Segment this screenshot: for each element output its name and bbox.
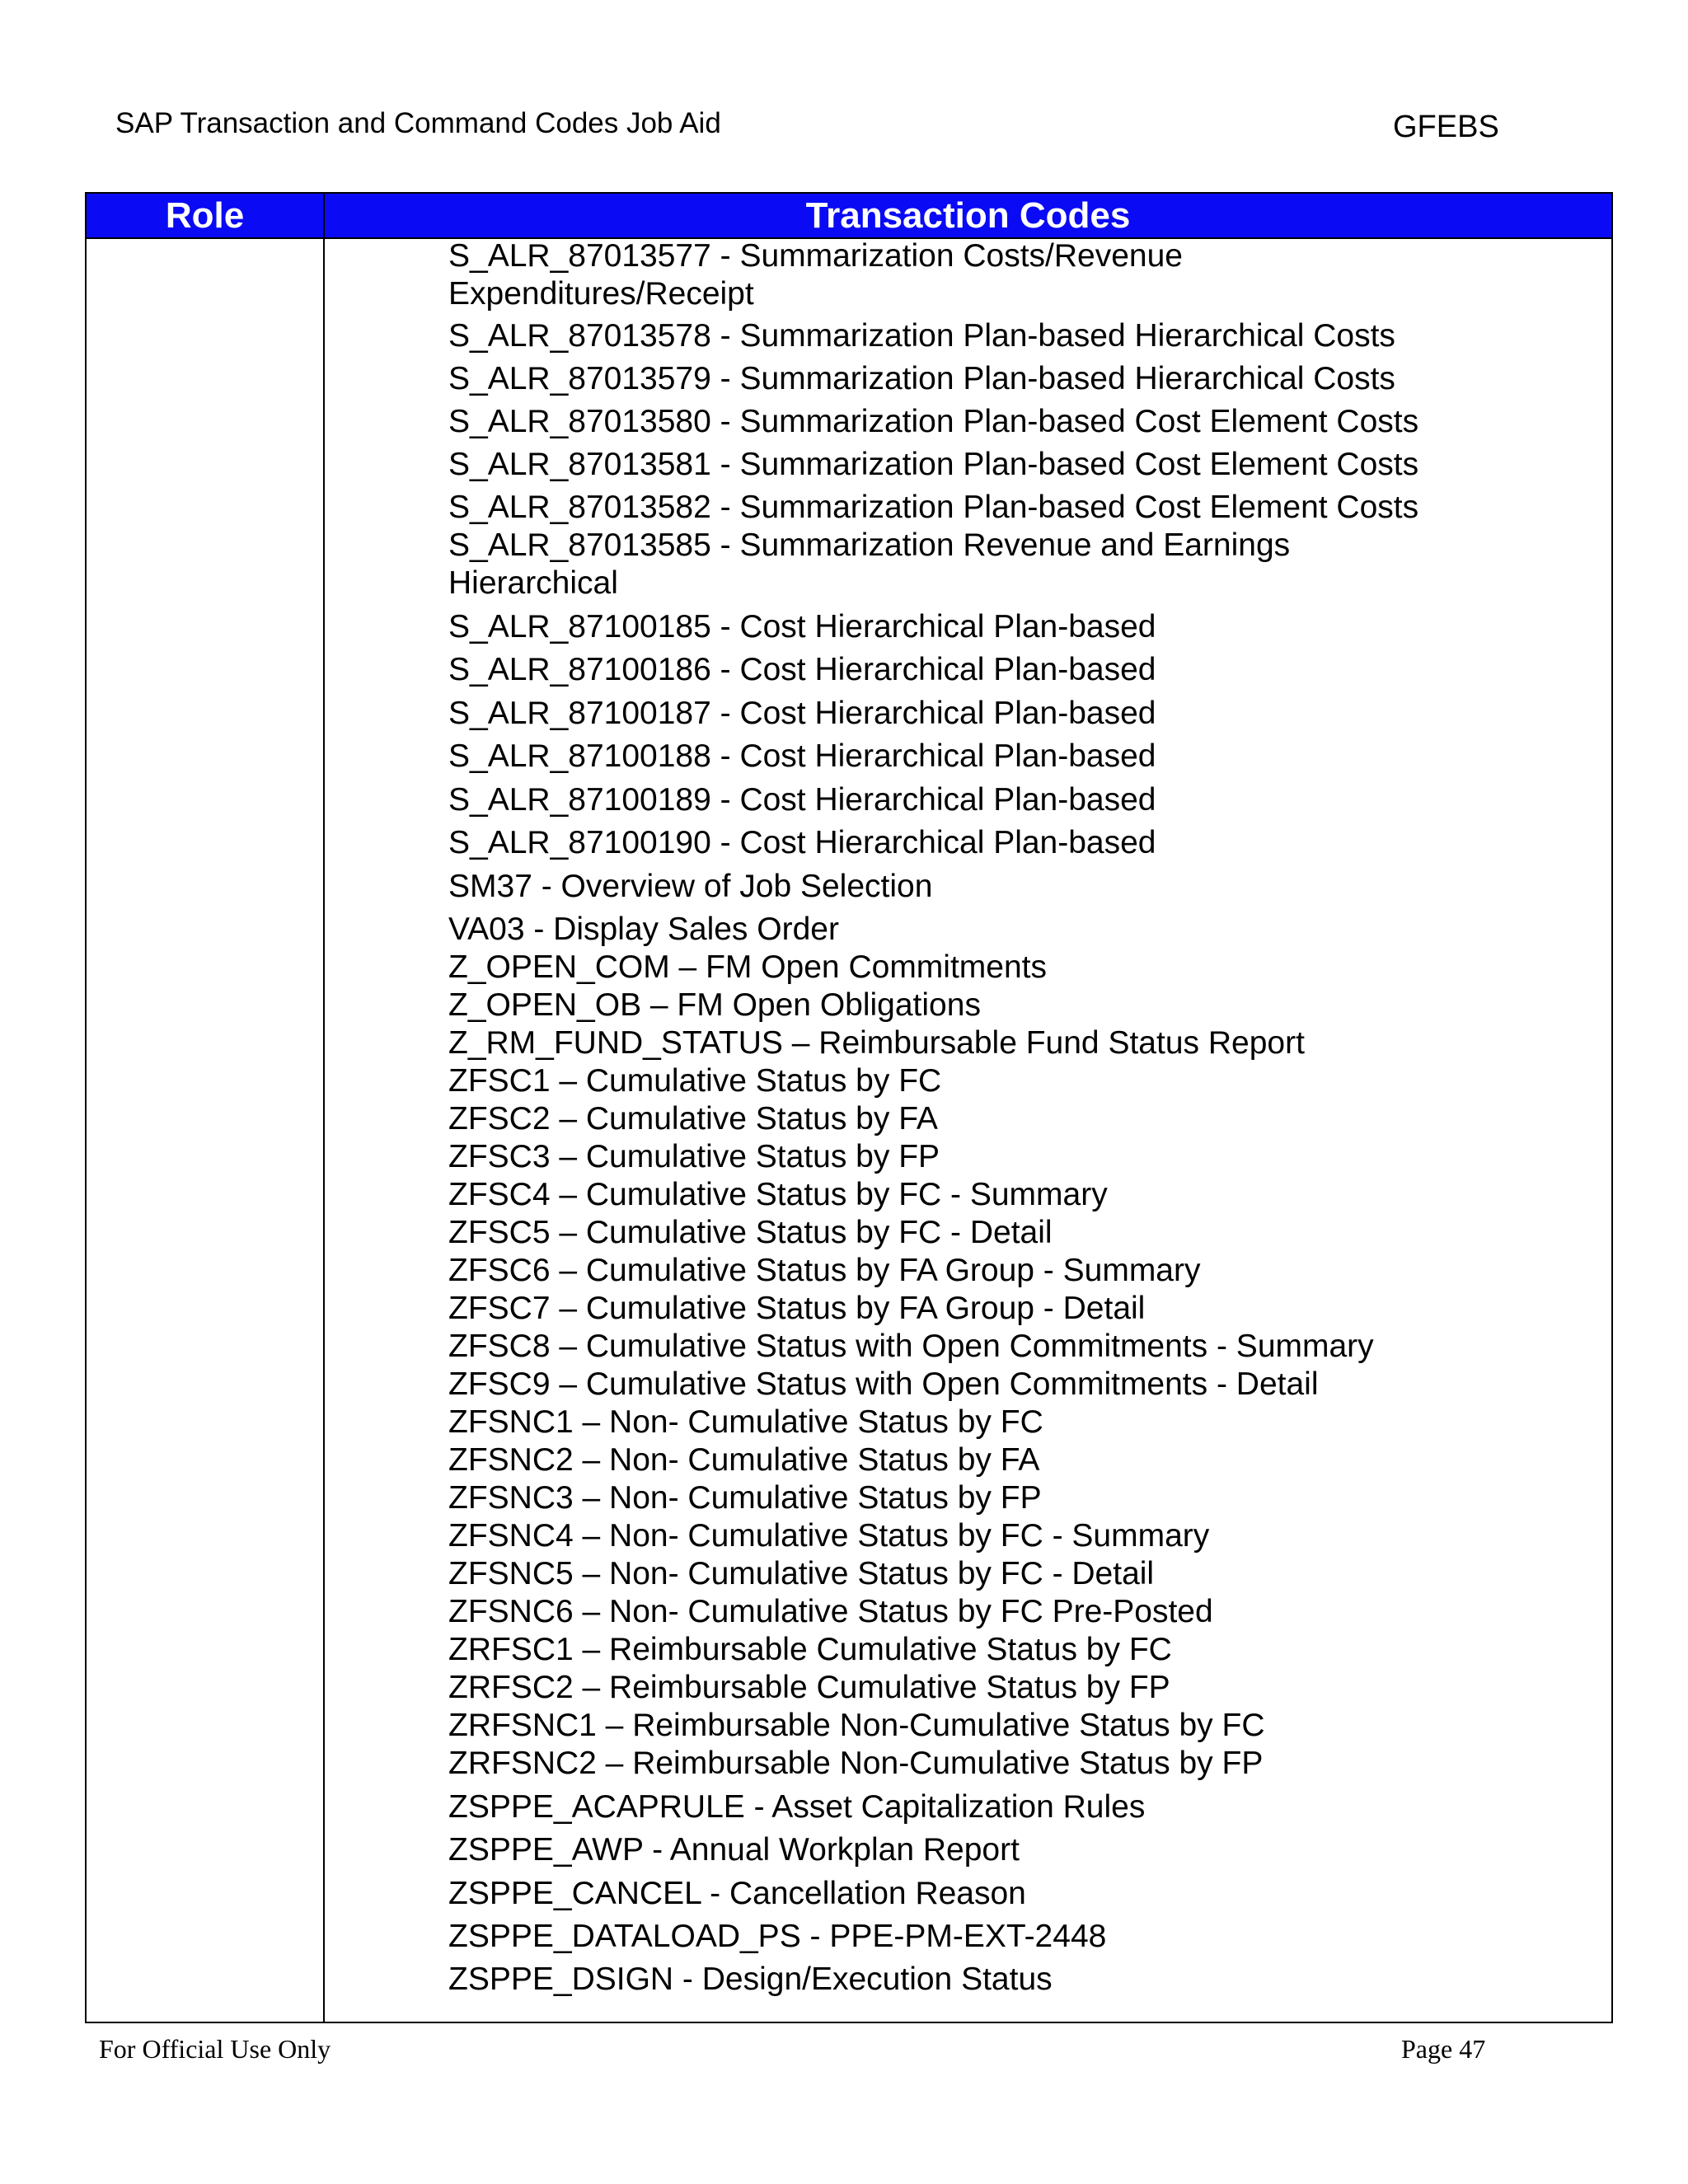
code-line: ZRFSC1 – Reimbursable Cumulative Status by FC <box>448 1632 1172 1667</box>
code-line: ZFSNC1 – Non- Cumulative Status by FC <box>448 1404 1043 1440</box>
code-line: ZRFSNC1 – Reimbursable Non-Cumulative Status by FC <box>448 1708 1265 1743</box>
transaction-codes-cell <box>325 239 1611 2022</box>
code-line: Z_OPEN_OB – FM Open Obligations <box>448 987 981 1023</box>
table-header-row <box>87 194 1611 239</box>
code-line: SM37 - Overview of Job Selection <box>448 869 933 904</box>
code-line: ZFSC4 – Cumulative Status by FC - Summary <box>448 1177 1108 1212</box>
transaction-codes-table <box>85 192 1613 2023</box>
column-header-role: Role <box>87 194 325 237</box>
code-line: S_ALR_87013580 - Summarization Plan-based Cost Element Costs <box>448 404 1419 439</box>
code-line: Z_OPEN_COM – FM Open Commitments <box>448 949 1047 985</box>
code-line: Expenditures/Receipt <box>448 276 754 312</box>
code-line: ZFSC6 – Cumulative Status by FA Group - Summary <box>448 1253 1201 1288</box>
code-line: ZSPPE_AWP - Annual Workplan Report <box>448 1832 1020 1868</box>
code-line: ZFSC1 – Cumulative Status by FC <box>448 1063 942 1099</box>
code-line: ZFSC8 – Cumulative Status with Open Commitments - Summary <box>448 1329 1374 1364</box>
code-line: S_ALR_87100188 - Cost Hierarchical Plan-based <box>448 738 1156 774</box>
code-line: VA03 - Display Sales Order <box>448 912 839 947</box>
code-line: ZRFSNC2 – Reimbursable Non-Cumulative Status by FP <box>448 1746 1264 1781</box>
code-line: ZFSNC5 – Non- Cumulative Status by FC - Detail <box>448 1556 1155 1591</box>
code-line: ZFSNC6 – Non- Cumulative Status by FC Pre-Posted <box>448 1594 1213 1629</box>
code-line: ZRFSC2 – Reimbursable Cumulative Status by FP <box>448 1670 1170 1705</box>
code-line: ZSPPE_DATALOAD_PS - PPE-PM-EXT-2448 <box>448 1919 1107 1954</box>
code-line: ZFSC7 – Cumulative Status by FA Group - Detail <box>448 1291 1146 1326</box>
code-line: S_ALR_87013579 - Summarization Plan-based Hierarchical Costs <box>448 361 1395 396</box>
code-line: ZSPPE_DSIGN - Design/Execution Status <box>448 1961 1053 1997</box>
code-line: S_ALR_87100185 - Cost Hierarchical Plan-based <box>448 609 1156 644</box>
role-cell <box>87 239 325 2022</box>
column-header-transaction-codes: Transaction Codes <box>805 195 1131 236</box>
code-line: Hierarchical <box>448 565 618 601</box>
code-line: ZFSNC2 – Non- Cumulative Status by FA <box>448 1442 1040 1478</box>
code-line: S_ALR_87100187 - Cost Hierarchical Plan-based <box>448 696 1156 731</box>
code-line: ZSPPE_ACAPRULE - Asset Capitalization Rules <box>448 1789 1146 1825</box>
code-line: ZFSNC4 – Non- Cumulative Status by FC - Summary <box>448 1518 1210 1554</box>
page-header-org: GFEBS <box>1393 110 1499 144</box>
code-line: ZFSC9 – Cumulative Status with Open Commitments - Detail <box>448 1366 1319 1402</box>
code-line: ZFSC5 – Cumulative Status by FC - Detail <box>448 1215 1053 1250</box>
code-line: S_ALR_87013581 - Summarization Plan-based Cost Element Costs <box>448 447 1419 482</box>
code-line: S_ALR_87013585 - Summarization Revenue and Earnings <box>448 527 1291 563</box>
page-header-title: SAP Transaction and Command Codes Job Aid <box>115 107 721 139</box>
code-line: ZFSC3 – Cumulative Status by FP <box>448 1139 940 1174</box>
code-line: S_ALR_87013582 - Summarization Plan-based Cost Element Costs <box>448 490 1419 525</box>
code-line: S_ALR_87100189 - Cost Hierarchical Plan-based <box>448 782 1156 818</box>
code-line: S_ALR_87100186 - Cost Hierarchical Plan-based <box>448 652 1156 687</box>
code-line: S_ALR_87013578 - Summarization Plan-based Hierarchical Costs <box>448 318 1395 354</box>
code-line: ZFSNC3 – Non- Cumulative Status by FP <box>448 1480 1042 1516</box>
code-line: ZSPPE_CANCEL - Cancellation Reason <box>448 1876 1026 1911</box>
footer-page-number: Page 47 <box>1401 2034 1486 2064</box>
footer-classification: For Official Use Only <box>99 2034 331 2064</box>
code-line: S_ALR_87100190 - Cost Hierarchical Plan-based <box>448 825 1156 860</box>
code-line: S_ALR_87013577 - Summarization Costs/Revenue <box>448 238 1184 274</box>
code-line: ZFSC2 – Cumulative Status by FA <box>448 1101 938 1137</box>
code-line: Z_RM_FUND_STATUS – Reimbursable Fund Status Report <box>448 1025 1305 1061</box>
